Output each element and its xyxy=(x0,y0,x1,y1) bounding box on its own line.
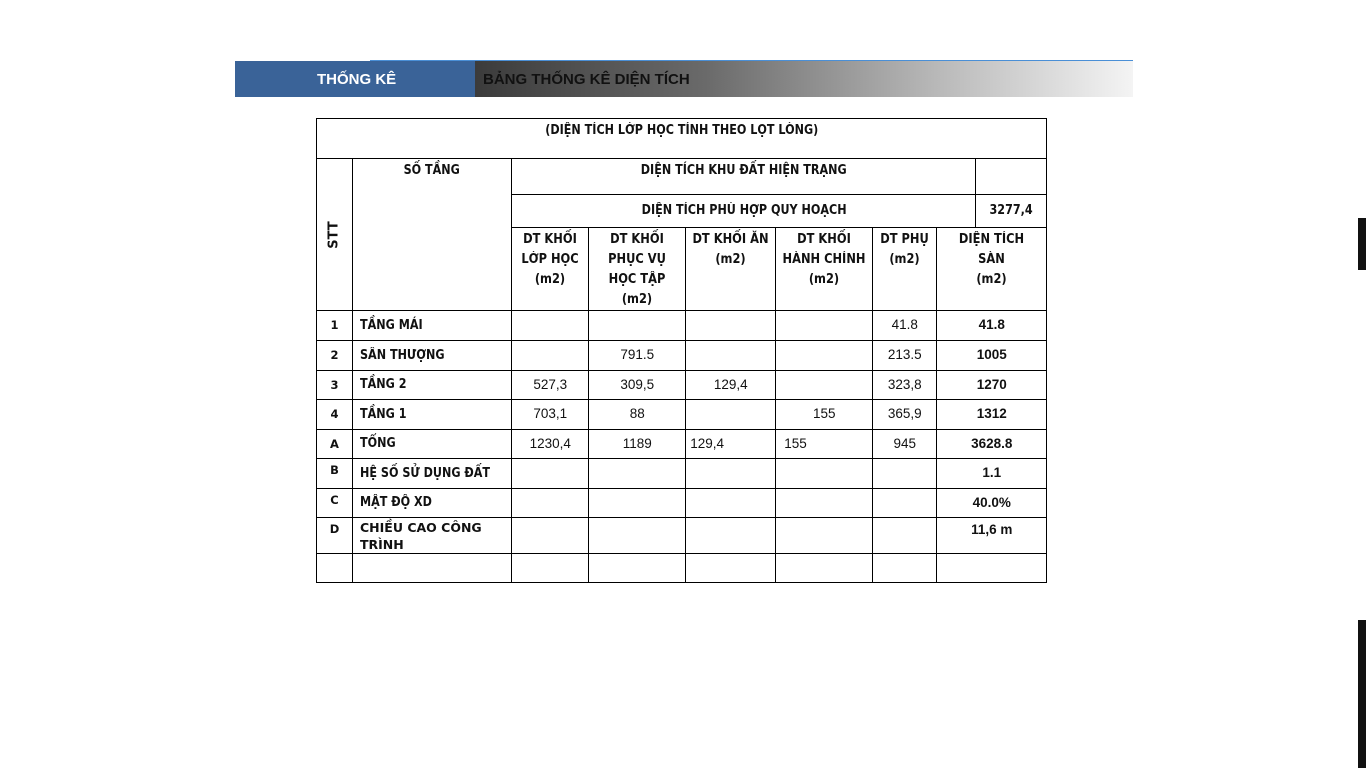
cell-lop-hoc: 703,1 xyxy=(512,400,589,430)
index-row xyxy=(317,459,1047,489)
row-floor-name: TẦNG MÁI xyxy=(353,311,512,341)
col-header-lop-hoc: DT KHỐI LỚP HỌC (m2) xyxy=(512,228,589,311)
cell-phuc-vu: 1189 xyxy=(589,430,686,459)
empty-cell xyxy=(512,554,589,583)
col-header-khoi-an: DT KHỐI ĂN (m2) xyxy=(686,228,776,311)
cell-total: 41.8 xyxy=(937,311,1047,341)
empty-cell xyxy=(776,489,873,518)
row-index-name: CHIỀU CAO CÔNG TRÌNH xyxy=(353,518,512,554)
edge-bar-top xyxy=(1358,218,1366,270)
cell-lop-hoc xyxy=(512,341,589,371)
col-header-hanh-chinh: DT KHỐI HÀNH CHÍNH (m2) xyxy=(776,228,873,311)
cell-khoi-an: 129,4 xyxy=(686,371,776,400)
row-stt: 1 xyxy=(317,311,353,341)
row-floor-name: TỔNG xyxy=(353,430,512,459)
cell-phu: 41.8 xyxy=(873,311,937,341)
empty-cell xyxy=(589,554,686,583)
row-floor-name: TẦNG 2 xyxy=(353,371,512,400)
cell-khoi-an xyxy=(686,311,776,341)
empty-cell xyxy=(589,489,686,518)
empty-cell xyxy=(686,554,776,583)
cell-phu: 945 xyxy=(873,430,937,459)
area-statistics-table xyxy=(316,118,1047,583)
empty-cell xyxy=(512,489,589,518)
cell-total: 1005 xyxy=(937,341,1047,371)
cell-phuc-vu: 791.5 xyxy=(589,341,686,371)
row-stt: 3 xyxy=(317,371,353,400)
site-area-value xyxy=(976,159,1047,195)
cell-phuc-vu: 88 xyxy=(589,400,686,430)
col-header-dien-tich-san: DIỆN TÍCH SÀN (m2) xyxy=(937,228,1047,311)
row-index-name: MẬT ĐỘ XD xyxy=(353,489,512,518)
cell-total: 1312 xyxy=(937,400,1047,430)
empty-cell xyxy=(873,489,937,518)
edge-bar-bottom xyxy=(1358,620,1366,768)
cell-phuc-vu: 309,5 xyxy=(589,371,686,400)
stt-header: STT xyxy=(317,159,353,311)
row-code: D xyxy=(317,518,353,554)
cell-lop-hoc: 1230,4 xyxy=(512,430,589,459)
caption-row xyxy=(317,119,1047,159)
cell-lop-hoc xyxy=(512,311,589,341)
empty-cell xyxy=(353,554,512,583)
cell-khoi-an: 129,4 xyxy=(686,430,776,459)
empty-cell xyxy=(873,518,937,554)
cell-index-value: 1.1 xyxy=(937,459,1047,489)
row-index-name: HỆ SỐ SỬ DỤNG ĐẤT xyxy=(353,459,512,489)
site-area-row xyxy=(317,159,1047,195)
empty-cell xyxy=(776,459,873,489)
cell-phu: 213.5 xyxy=(873,341,937,371)
empty-cell xyxy=(873,554,937,583)
table-row xyxy=(317,400,1047,430)
tab-bang-thong-ke-label: BẢNG THỐNG KÊ DIỆN TÍCH xyxy=(483,70,690,88)
tab-thong-ke-label: THỐNG KÊ xyxy=(317,70,397,88)
empty-cell xyxy=(686,518,776,554)
index-row xyxy=(317,489,1047,518)
cell-hanh-chinh: 155 xyxy=(776,400,873,430)
row-floor-name: TẦNG 1 xyxy=(353,400,512,430)
cell-hanh-chinh xyxy=(776,341,873,371)
empty-cell xyxy=(776,554,873,583)
floor-header: SỐ TẦNG xyxy=(353,159,512,311)
cell-khoi-an xyxy=(686,400,776,430)
row-stt: 2 xyxy=(317,341,353,371)
empty-row xyxy=(317,554,1047,583)
empty-cell xyxy=(937,554,1047,583)
col-header-phuc-vu: DT KHỐI PHỤC VỤ HỌC TẬP (m2) xyxy=(589,228,686,311)
site-area-header: DIỆN TÍCH KHU ĐẤT HIỆN TRẠNG xyxy=(512,159,976,195)
tab-bang-thong-ke[interactable] xyxy=(475,61,1133,97)
cell-total: 3628.8 xyxy=(937,430,1047,459)
cell-phu: 323,8 xyxy=(873,371,937,400)
cell-phu: 365,9 xyxy=(873,400,937,430)
cell-khoi-an xyxy=(686,341,776,371)
empty-cell xyxy=(686,459,776,489)
cell-hanh-chinh xyxy=(776,371,873,400)
table-row xyxy=(317,371,1047,400)
table-row xyxy=(317,341,1047,371)
row-stt: A xyxy=(317,430,353,459)
index-row xyxy=(317,518,1047,554)
table-row xyxy=(317,311,1047,341)
row-code: B xyxy=(317,459,353,489)
planning-area-header: DIỆN TÍCH PHÙ HỢP QUY HOẠCH xyxy=(512,195,976,228)
cell-index-value: 11,6 m xyxy=(937,518,1047,554)
cell-lop-hoc: 527,3 xyxy=(512,371,589,400)
tab-thong-ke[interactable] xyxy=(235,61,475,97)
cell-total: 1270 xyxy=(937,371,1047,400)
table-caption: (DIỆN TÍCH LỚP HỌC TÍNH THEO LỌT LÒNG) xyxy=(317,119,1047,159)
col-header-phu: DT PHỤ (m2) xyxy=(873,228,937,311)
table-row-total xyxy=(317,430,1047,459)
cell-phuc-vu xyxy=(589,311,686,341)
row-code: C xyxy=(317,489,353,518)
cell-hanh-chinh xyxy=(776,311,873,341)
empty-cell xyxy=(589,459,686,489)
cell-hanh-chinh: 155 xyxy=(776,430,873,459)
empty-cell xyxy=(873,459,937,489)
empty-cell xyxy=(512,518,589,554)
row-stt: 4 xyxy=(317,400,353,430)
empty-cell xyxy=(512,459,589,489)
row-floor-name: SÂN THƯỢNG xyxy=(353,341,512,371)
empty-cell xyxy=(317,554,353,583)
empty-cell xyxy=(776,518,873,554)
empty-cell xyxy=(589,518,686,554)
cell-index-value: 40.0% xyxy=(937,489,1047,518)
empty-cell xyxy=(686,489,776,518)
planning-area-value: 3277,4 xyxy=(976,195,1047,228)
